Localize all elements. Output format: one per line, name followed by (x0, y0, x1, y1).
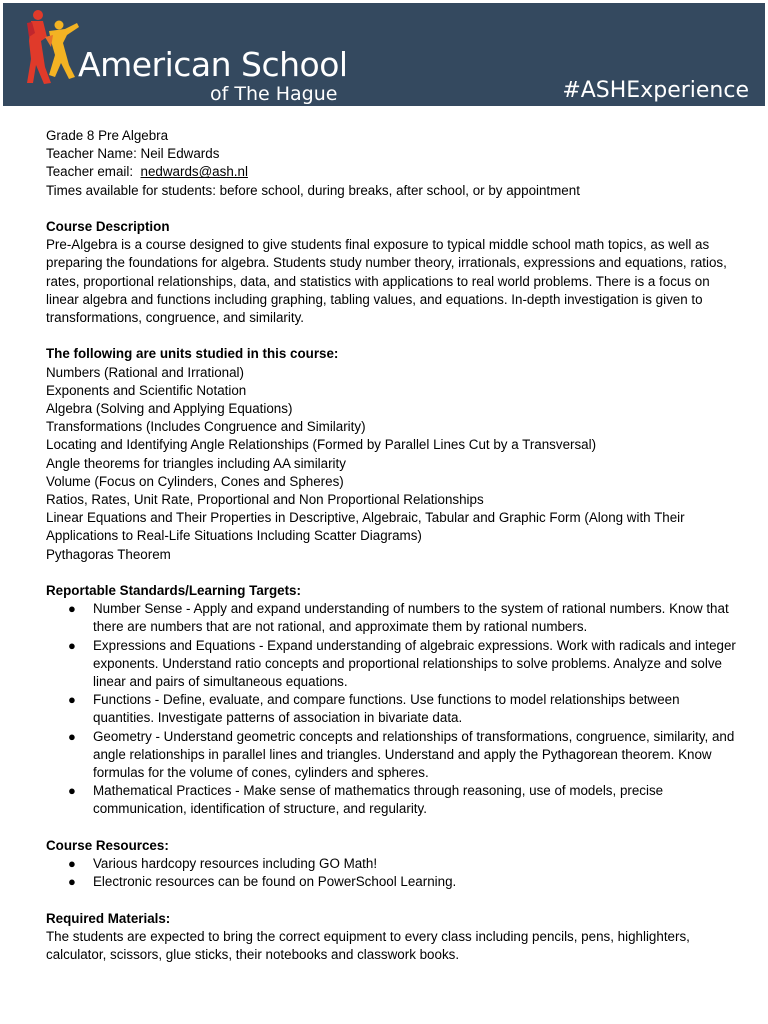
list-item (46, 855, 736, 873)
unit-item: Ratios, Rates, Unit Rate, Proportional and Non Proportional Relationships (46, 492, 484, 508)
syllabus-content (46, 127, 736, 964)
school-logo-icon (25, 7, 85, 87)
course-description-text: Pre-Algebra is a course designed to give students final exposure to typical middle school math topics, as well as preparing the foundations for algebra. Students study number theory, irrationals, expressions and equations, ratios, rates, proportional relationships, data, and statistics with applications to real world problems. There is a focus on linear algebra and functions including graphing, tabling values, and equations. In-depth investigation is given to transformations, congruence, and similarity. (46, 237, 727, 326)
resource-text: Various hardcopy resources including GO Math! (93, 856, 378, 872)
list-item (46, 637, 736, 692)
resource-text: Electronic resources can be found on PowerSchool Learning. (93, 874, 457, 890)
unit-item: Volume (Focus on Cylinders, Cones and Spheres) (46, 473, 344, 489)
bullet-icon: ● (68, 783, 76, 799)
standards-heading: Reportable Standards/Learning Targets: (46, 583, 301, 599)
standard-text: Geometry - Understand geometric concepts and relationships of transformations, congruence, similarity, and angle relationships in parallel lines and triangles. Understand and apply the Pythagorean theorem. Know formulas for the volume of cones, cylinders and spheres. (93, 728, 735, 781)
resources-heading: Course Resources: (46, 837, 169, 853)
list-item (46, 728, 736, 783)
standard-text: Expressions and Equations - Expand understanding of algebraic expressions. Work with radicals and integer exponents. Understand ratio concepts and proportional relationships to solve problems. Analyze and solve linear and pairs of simultaneous equations. (93, 637, 736, 690)
standard-text: Number Sense - Apply and expand understanding of numbers to the system of rational numbers. Know that there are numbers that are not rational, and approximate them by rational numbers. (93, 601, 729, 635)
list-item (46, 873, 736, 891)
school-subtitle: of The Hague (210, 83, 338, 105)
hashtag: #ASHExperience (562, 78, 749, 103)
unit-item: Transformations (Includes Congruence and Similarity) (46, 419, 366, 435)
header-banner (3, 3, 765, 106)
bullet-icon: ● (68, 856, 76, 872)
teacher-email-link[interactable]: nedwards@ash.nl (140, 164, 248, 180)
list-item (46, 782, 736, 818)
list-item (46, 691, 736, 727)
unit-item: Pythagoras Theorem (46, 546, 171, 562)
bullet-icon: ● (68, 637, 76, 653)
times-available: Times available for students: before school, during breaks, after school, or by appointment (46, 182, 580, 198)
bullet-icon: ● (68, 601, 76, 617)
unit-item: Algebra (Solving and Applying Equations) (46, 401, 293, 417)
school-name: American School (78, 45, 348, 84)
units-heading: The following are units studied in this course: (46, 346, 339, 362)
standards-list (46, 600, 736, 818)
bullet-icon: ● (68, 728, 76, 744)
unit-item: Angle theorems for triangles including AA similarity (46, 455, 346, 471)
list-item (46, 600, 736, 636)
course-description-heading: Course Description (46, 219, 170, 234)
materials-text: The students are expected to bring the correct equipment to every class including pencils, pens, highlighters, calculator, scissors, glue sticks, their notebooks and classwork books. (46, 928, 690, 963)
materials-heading: Required Materials: (46, 910, 171, 926)
bullet-icon: ● (68, 692, 76, 708)
bullet-icon: ● (68, 874, 76, 890)
units-list (46, 364, 736, 564)
resources-list (46, 855, 736, 891)
standard-text: Mathematical Practices - Make sense of mathematics through reasoning, use of models, precise communication, identification of structure, and regularity. (93, 783, 664, 817)
unit-item: Linear Equations and Their Properties in Descriptive, Algebraic, Tabular and Graphic Form (Along with Their Applications to Real-Life Situations Including Scatter Diagrams) (46, 510, 685, 544)
teacher-email-line (46, 163, 736, 181)
standard-text: Functions - Define, evaluate, and compare functions. Use functions to model relationships between quantities. Investigate patterns of association in bivariate data. (93, 692, 680, 726)
unit-item: Numbers (Rational and Irrational) (46, 364, 244, 380)
teacher-name: Teacher Name: Neil Edwards (46, 146, 220, 162)
unit-item: Locating and Identifying Angle Relationships (Formed by Parallel Lines Cut by a Transversal) (46, 437, 597, 453)
grade-line: Grade 8 Pre Algebra (46, 128, 169, 143)
email-label: Teacher email: (46, 164, 141, 180)
unit-item: Exponents and Scientific Notation (46, 382, 247, 398)
